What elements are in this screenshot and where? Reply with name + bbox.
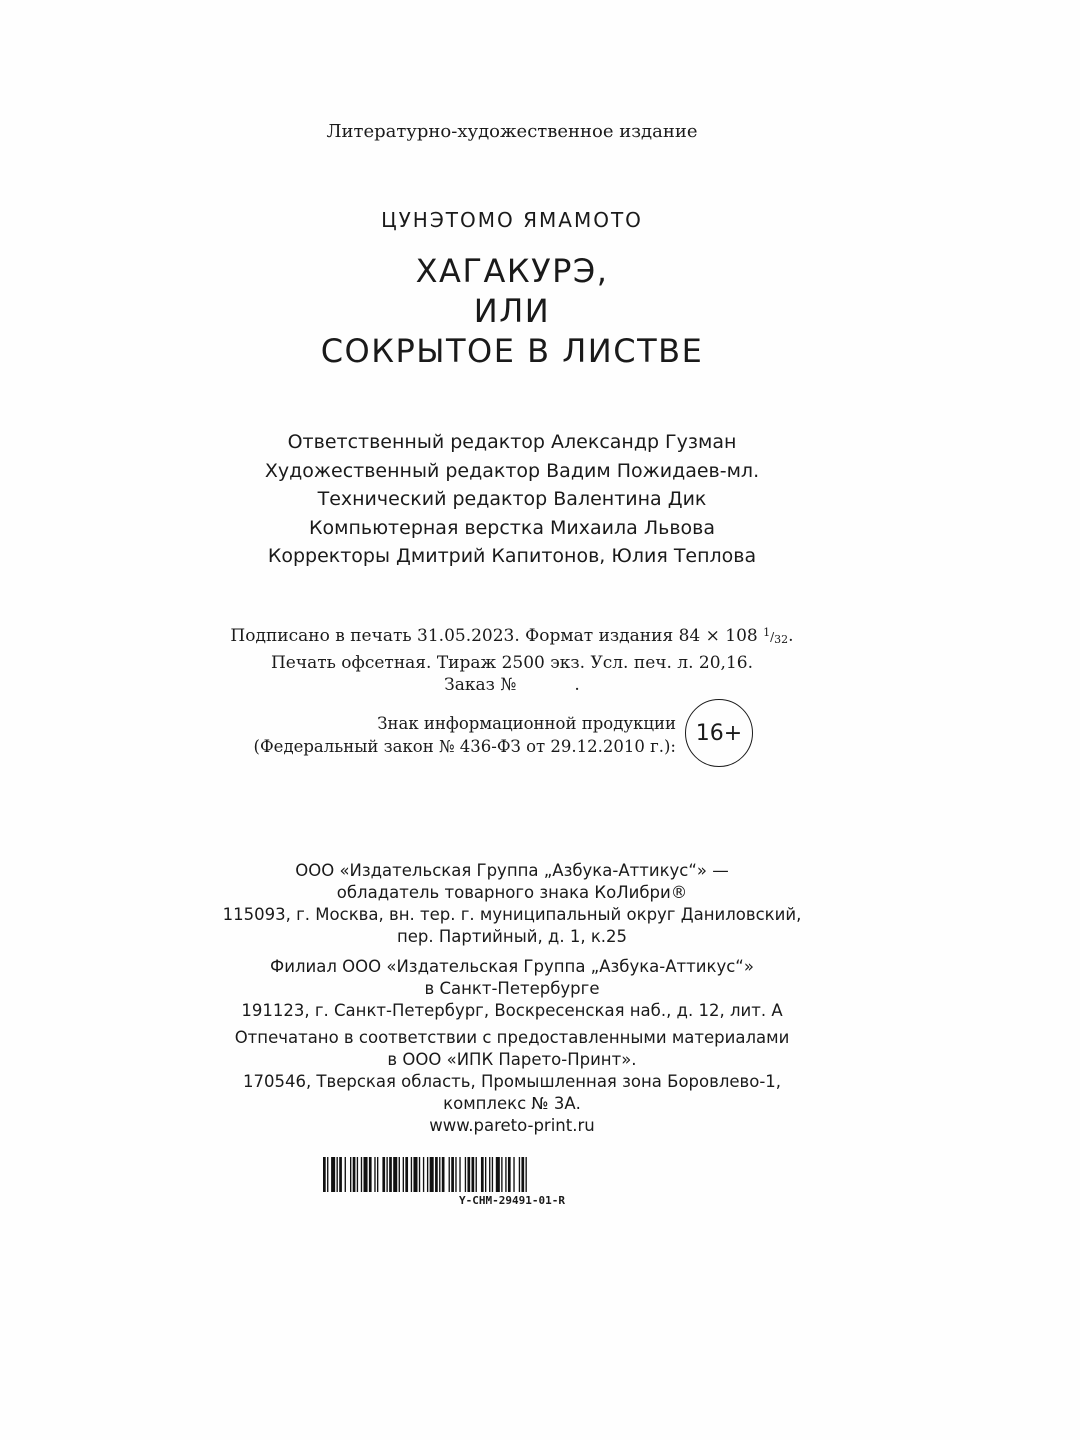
barcode-bar <box>382 1157 385 1192</box>
staff-line: Художественный редактор Вадим Пожидаев-мл. <box>264 459 760 482</box>
age-rating-line: Знак информационной продукции <box>377 714 676 733</box>
barcode-number: Y-CHM-29491-01-R <box>459 1194 565 1207</box>
barcode-bar <box>455 1157 456 1192</box>
barcode-bar <box>339 1157 342 1192</box>
barcode-bar <box>476 1157 477 1192</box>
barcode-bar <box>449 1157 450 1192</box>
barcode-bar <box>403 1157 404 1192</box>
barcode-bar <box>405 1157 408 1192</box>
order-line <box>0 674 1024 697</box>
barcode-bar <box>508 1157 511 1192</box>
barcode-bar <box>526 1157 527 1192</box>
publisher-line: пер. Партийный, д. 1, к.25 <box>396 927 628 946</box>
barcode-bar <box>451 1157 454 1192</box>
barcode-bar <box>389 1157 392 1192</box>
barcode-bar <box>513 1157 514 1192</box>
barcode-bar <box>472 1157 475 1192</box>
branch-block <box>0 956 1024 1022</box>
barcode-bar <box>377 1157 378 1192</box>
printer-line: комплекс № 3А. <box>443 1094 581 1113</box>
barcode-bar <box>521 1157 524 1192</box>
print-format-text: Подписано в печать 31.05.2023. Формат издания 84 × 108 <box>230 626 758 646</box>
publisher-line: обладатель товарного знака КоЛибри® <box>336 883 688 902</box>
barcode-bar <box>369 1157 372 1192</box>
barcode-bar <box>459 1157 460 1192</box>
barcode-bar <box>331 1157 335 1192</box>
barcode-bar <box>323 1157 326 1192</box>
print-run-line: Печать офсетная. Тираж 2500 экз. Усл. печ. л. 20,16. <box>270 652 753 673</box>
printer-line: Отпечатано в соответствии с предоставленными материалами <box>234 1028 790 1047</box>
staff-line: Технический редактор Валентина Дик <box>317 488 707 510</box>
barcode <box>323 1157 701 1192</box>
barcode-bar <box>419 1157 420 1192</box>
barcode-bar <box>393 1157 397 1192</box>
print-details <box>0 622 1024 697</box>
barcode-bar <box>427 1157 428 1192</box>
order-end: . <box>574 675 580 695</box>
staff-line: Ответственный редактор Александр Гузман <box>287 431 737 453</box>
printer-line: в ООО «ИПК Парето-Принт». <box>387 1050 637 1069</box>
barcode-bar <box>345 1157 346 1192</box>
barcode-bar <box>492 1157 493 1192</box>
book-title <box>0 251 1024 371</box>
printer-website: www.pareto-print.ru <box>429 1116 595 1135</box>
barcode-bar <box>423 1157 424 1192</box>
age-rating-line: (Федеральный закон № 436-ФЗ от 29.12.2010 г.): <box>253 737 676 756</box>
barcode-bar <box>353 1157 356 1192</box>
barcode-bar <box>411 1157 412 1192</box>
order-label: Заказ № <box>444 675 517 695</box>
barcode-bar <box>481 1157 484 1192</box>
publisher-block <box>0 860 1024 948</box>
genre-label: Литературно-художественное издание <box>326 121 698 142</box>
print-format-line <box>0 622 1024 652</box>
barcode-bar <box>496 1157 500 1192</box>
barcode-bar <box>327 1157 328 1192</box>
age-rating-badge: 16+ <box>685 699 753 767</box>
editorial-staff <box>0 428 1024 571</box>
barcode-bar <box>467 1157 470 1192</box>
barcode-bar <box>357 1157 358 1192</box>
barcode-bar <box>501 1157 502 1192</box>
barcode-bar <box>413 1157 417 1192</box>
staff-line: Корректоры Дмитрий Капитонов, Юлия Теплова <box>267 545 757 567</box>
format-fraction: $^1/_{32}$ <box>763 626 789 646</box>
title-line: ИЛИ <box>473 292 551 330</box>
barcode-bar <box>337 1157 338 1192</box>
barcode-bar <box>435 1157 438 1192</box>
fraction-denominator: 32 <box>774 633 789 646</box>
barcode-bar <box>364 1157 368 1192</box>
print-format-end: . <box>788 626 794 646</box>
branch-line: в Санкт-Петербурге <box>424 979 600 998</box>
barcode-bar <box>361 1157 362 1192</box>
barcode-bar <box>350 1157 351 1192</box>
barcode-bar <box>439 1157 440 1192</box>
title-line: СОКРЫТОЕ В ЛИСТВЕ <box>320 332 704 370</box>
barcode-bar <box>485 1157 486 1192</box>
branch-line: 191123, г. Санкт-Петербург, Воскресенская наб., д. 12, лит. А <box>241 1001 783 1020</box>
publisher-line: ООО «Издательская Группа „Азбука-Аттикус“» — <box>295 861 729 880</box>
fraction-numerator: 1 <box>763 626 771 639</box>
barcode-bar <box>489 1157 490 1192</box>
barcode-bar <box>505 1157 506 1192</box>
barcode-bar <box>374 1157 375 1192</box>
printer-block <box>0 1027 1024 1137</box>
barcode-bar <box>519 1157 520 1192</box>
branch-line: Филиал ООО «Издательская Группа „Азбука-Аттикус“» <box>270 957 754 976</box>
author-name: ЦУНЭТОМО ЯМАМОТО <box>381 208 643 232</box>
barcode-bar <box>386 1157 387 1192</box>
publisher-line: 115093, г. Москва, вн. тер. г. муниципальный округ Даниловский, <box>222 905 802 924</box>
barcode-bar <box>399 1157 400 1192</box>
barcode-bar <box>442 1157 445 1192</box>
age-rating-text <box>250 712 676 758</box>
staff-line: Компьютерная верстка Михаила Львова <box>309 516 715 539</box>
barcode-bar <box>430 1157 434 1192</box>
title-line: ХАГАКУРЭ, <box>415 252 609 290</box>
barcode-bar <box>465 1157 466 1192</box>
printer-line: 170546, Тверская область, Промышленная зона Боровлево-1, <box>242 1072 782 1091</box>
